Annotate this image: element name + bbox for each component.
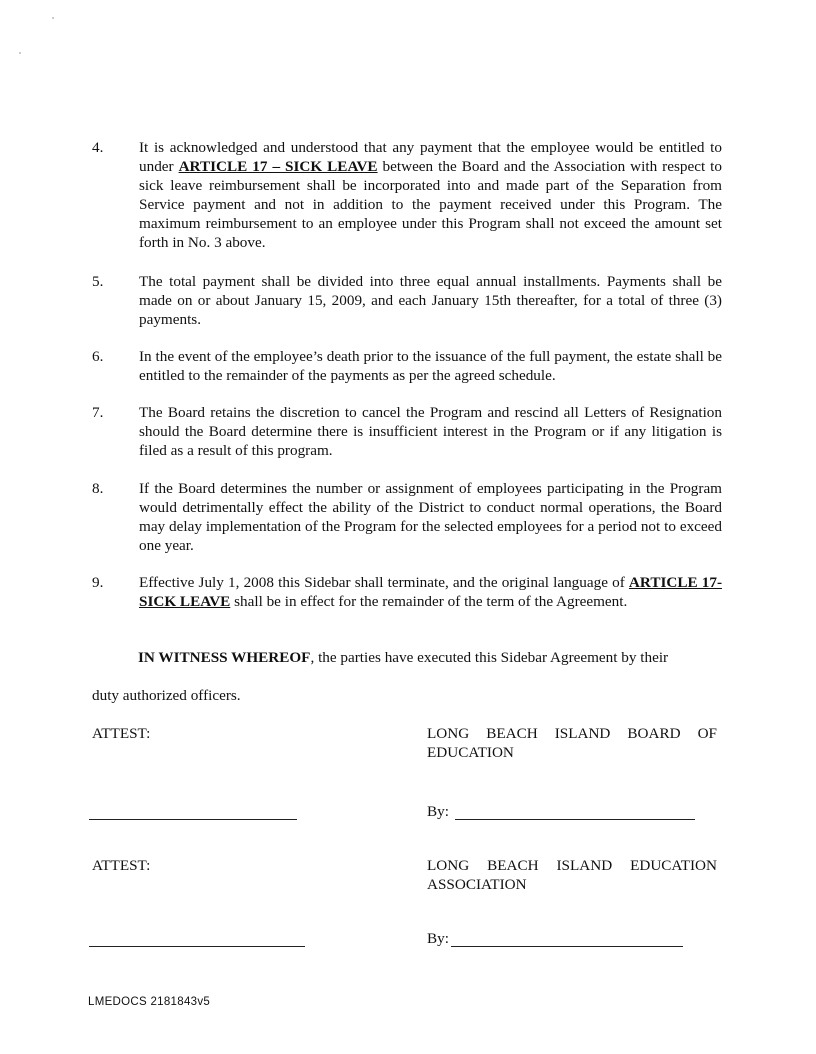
attest-label: ATTEST: <box>92 857 151 874</box>
item-number: 5. <box>92 273 104 290</box>
list-item-5 <box>92 272 722 329</box>
list-item-6 <box>92 347 722 385</box>
document-id-footer: LMEDOCS 2181843v5 <box>88 996 211 1008</box>
board-signature-line[interactable] <box>455 819 695 820</box>
attest-label: ATTEST: <box>92 725 151 742</box>
by-label: By: <box>427 930 449 947</box>
item-number: 8. <box>92 480 104 497</box>
attest-signature-line[interactable] <box>89 819 297 820</box>
witness-clause-continued: duty authorized officers. <box>92 687 241 704</box>
item-text: In the event of the employee’s death prior to the issuance of the full payment, the estate shall be entitled to the remainder of the payments as per the agreed schedule. <box>139 348 722 384</box>
scan-speck <box>19 52 21 54</box>
item-text: The Board retains the discretion to cancel the Program and rescind all Letters of Resignation should the Board determine there is insufficient interest in the Program or if any litigation is filed as a result of this program. <box>139 404 722 459</box>
article-reference: ARTICLE 17 – SICK LEAVE <box>178 158 378 175</box>
party-name-board: LONG BEACH ISLAND BOARD OF EDUCATION <box>427 725 717 761</box>
item-text: Effective July 1, 2008 this Sidebar shall terminate, and the original language of ARTICLE 17- SICK LEAVE shall be in effect for the remainder of the term of the Agreement. <box>139 574 722 610</box>
item-number: 6. <box>92 348 104 365</box>
list-item-7 <box>92 403 722 460</box>
attest-signature-line[interactable] <box>89 946 305 947</box>
scan-speck <box>52 17 54 19</box>
by-label: By: <box>427 803 449 820</box>
list-item-8 <box>92 479 722 555</box>
item-text: If the Board determines the number or assignment of employees participating in the Program would detrimentally effect the ability of the District to conduct normal operations, the Board may delay implementation of the Program for the selected employees for a period not to exceed one year. <box>139 480 722 554</box>
party-name-association: LONG BEACH ISLAND EDUCATION ASSOCIATION <box>427 857 717 893</box>
witness-clause: IN WITNESS WHEREOF, the parties have executed this Sidebar Agreement by their <box>138 649 669 666</box>
association-signature-line[interactable] <box>451 946 683 947</box>
item-number: 9. <box>92 574 104 591</box>
item-number: 4. <box>92 139 104 156</box>
item-text: It is acknowledged and understood that any payment that the employee would be entitled to under ARTICLE 17 – SICK LEAVE between the Board and the Association with respect to sick leave reimbursement shall be incorporated into and made part of the Separation from Service payment and not in addition to the payment received under this Program. The maximum reimbursement to an employee under this Program shall not exceed the amount set forth in No. 3 above. <box>139 139 722 251</box>
list-item-4 <box>92 138 722 252</box>
list-item-9 <box>92 573 722 611</box>
item-number: 7. <box>92 404 104 421</box>
item-text: The total payment shall be divided into three equal annual installments. Payments shall be made on or about January 15, 2009, and each January 15th thereafter, for a total of three (3) payments. <box>139 273 722 328</box>
article-reference: ARTICLE 17- SICK LEAVE <box>139 574 722 610</box>
